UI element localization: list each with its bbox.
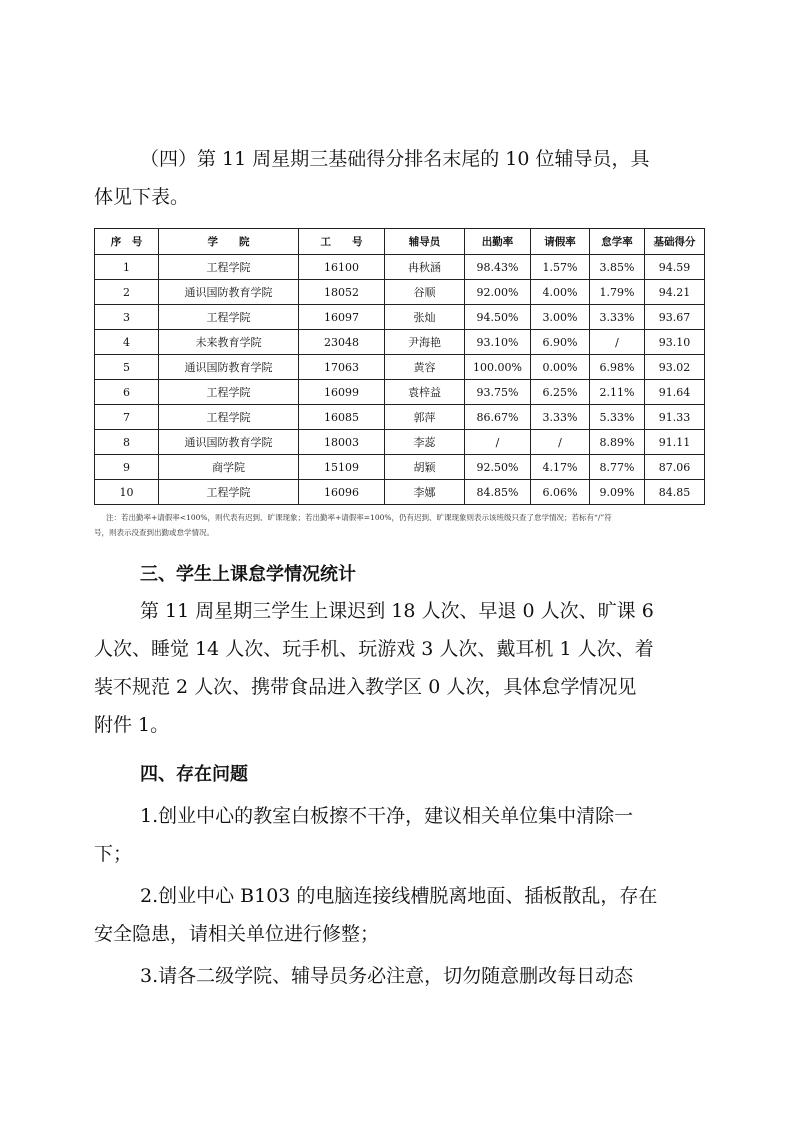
cell-counselor: 张灿 bbox=[385, 305, 465, 330]
section3-paragraph bbox=[94, 592, 704, 744]
cell-base-score: 94.21 bbox=[645, 280, 705, 305]
cell-staff-id: 16099 bbox=[299, 380, 385, 405]
cell-counselor: 李娜 bbox=[385, 480, 465, 505]
table-row bbox=[95, 480, 705, 505]
cell-staff-id: 18052 bbox=[299, 280, 385, 305]
cell-attendance-rate: / bbox=[465, 430, 531, 455]
issue-1-line-1: 1.创业中心的教室白板擦不干净，建议相关单位集中清除一 bbox=[140, 805, 634, 827]
section3-line-4: 附件 1。 bbox=[94, 714, 170, 736]
cell-staff-id: 18003 bbox=[299, 430, 385, 455]
table-row bbox=[95, 355, 705, 380]
cell-college: 工程学院 bbox=[159, 255, 299, 280]
cell-base-score: 84.85 bbox=[645, 480, 705, 505]
cell-college: 通识国防教育学院 bbox=[159, 355, 299, 380]
column-header-seq: 序 号 bbox=[95, 229, 159, 255]
section3-line-2: 人次、睡觉 14 人次、玩手机、玩游戏 3 人次、戴耳机 1 人次、着 bbox=[94, 638, 654, 660]
cell-idle-rate: 3.33% bbox=[590, 305, 645, 330]
cell-attendance-rate: 93.10% bbox=[465, 330, 531, 355]
cell-idle-rate: / bbox=[590, 330, 645, 355]
intro-paragraph bbox=[94, 140, 704, 216]
table-row bbox=[95, 430, 705, 455]
cell-college: 工程学院 bbox=[159, 305, 299, 330]
cell-leave-rate: 4.00% bbox=[531, 280, 590, 305]
column-header-base-score: 基础得分 bbox=[645, 229, 705, 255]
table-row bbox=[95, 405, 705, 430]
issue-3-line-1: 3.请各二级学院、辅导员务必注意，切勿随意删改每日动态 bbox=[140, 965, 634, 987]
cell-base-score: 91.33 bbox=[645, 405, 705, 430]
table-body bbox=[95, 255, 705, 505]
issue-1-line-2: 下； bbox=[94, 843, 133, 865]
cell-base-score: 91.64 bbox=[645, 380, 705, 405]
section4-title: 四、存在问题 bbox=[140, 764, 248, 785]
table-header-row bbox=[95, 229, 705, 255]
cell-college: 通识国防教育学院 bbox=[159, 430, 299, 455]
table-row bbox=[95, 380, 705, 405]
cell-idle-rate: 8.89% bbox=[590, 430, 645, 455]
cell-idle-rate: 3.85% bbox=[590, 255, 645, 280]
cell-staff-id: 16100 bbox=[299, 255, 385, 280]
cell-leave-rate: 6.90% bbox=[531, 330, 590, 355]
column-header-counselor: 辅导员 bbox=[385, 229, 465, 255]
cell-leave-rate: 6.06% bbox=[531, 480, 590, 505]
section3-line-3: 装不规范 2 人次、携带食品进入教学区 0 人次，具体怠学情况见 bbox=[94, 676, 637, 698]
cell-counselor: 李蕊 bbox=[385, 430, 465, 455]
cell-seq: 2 bbox=[95, 280, 159, 305]
section4-paragraph bbox=[94, 797, 704, 995]
cell-college: 工程学院 bbox=[159, 380, 299, 405]
table-note-line-2: 号，则表示没查到出勤或怠学情况。 bbox=[94, 528, 214, 537]
intro-line-2: 体见下表。 bbox=[94, 186, 190, 208]
cell-seq: 3 bbox=[95, 305, 159, 330]
cell-college: 商学院 bbox=[159, 455, 299, 480]
cell-idle-rate: 1.79% bbox=[590, 280, 645, 305]
column-header-idle-rate: 怠学率 bbox=[590, 229, 645, 255]
cell-college: 通识国防教育学院 bbox=[159, 280, 299, 305]
cell-base-score: 87.06 bbox=[645, 455, 705, 480]
cell-idle-rate: 6.98% bbox=[590, 355, 645, 380]
cell-counselor: 袁梓益 bbox=[385, 380, 465, 405]
cell-leave-rate: 0.00% bbox=[531, 355, 590, 380]
cell-leave-rate: / bbox=[531, 430, 590, 455]
cell-staff-id: 16096 bbox=[299, 480, 385, 505]
cell-idle-rate: 9.09% bbox=[590, 480, 645, 505]
cell-staff-id: 17063 bbox=[299, 355, 385, 380]
cell-staff-id: 23048 bbox=[299, 330, 385, 355]
cell-attendance-rate: 92.00% bbox=[465, 280, 531, 305]
cell-staff-id: 16085 bbox=[299, 405, 385, 430]
cell-seq: 6 bbox=[95, 380, 159, 405]
cell-attendance-rate: 86.67% bbox=[465, 405, 531, 430]
cell-seq: 7 bbox=[95, 405, 159, 430]
cell-idle-rate: 5.33% bbox=[590, 405, 645, 430]
column-header-attendance-rate: 出勤率 bbox=[465, 229, 531, 255]
cell-counselor: 黄容 bbox=[385, 355, 465, 380]
cell-seq: 9 bbox=[95, 455, 159, 480]
cell-seq: 1 bbox=[95, 255, 159, 280]
column-header-leave-rate: 请假率 bbox=[531, 229, 590, 255]
table-row bbox=[95, 280, 705, 305]
cell-idle-rate: 8.77% bbox=[590, 455, 645, 480]
cell-idle-rate: 2.11% bbox=[590, 380, 645, 405]
cell-seq: 5 bbox=[95, 355, 159, 380]
cell-seq: 4 bbox=[95, 330, 159, 355]
cell-base-score: 93.67 bbox=[645, 305, 705, 330]
cell-leave-rate: 3.33% bbox=[531, 405, 590, 430]
cell-counselor: 胡颖 bbox=[385, 455, 465, 480]
cell-leave-rate: 6.25% bbox=[531, 380, 590, 405]
cell-college: 工程学院 bbox=[159, 480, 299, 505]
cell-base-score: 93.10 bbox=[645, 330, 705, 355]
cell-attendance-rate: 93.75% bbox=[465, 380, 531, 405]
cell-college: 工程学院 bbox=[159, 405, 299, 430]
cell-seq: 8 bbox=[95, 430, 159, 455]
cell-base-score: 94.59 bbox=[645, 255, 705, 280]
column-header-college: 学 院 bbox=[159, 229, 299, 255]
cell-attendance-rate: 98.43% bbox=[465, 255, 531, 280]
cell-leave-rate: 4.17% bbox=[531, 455, 590, 480]
cell-attendance-rate: 94.50% bbox=[465, 305, 531, 330]
cell-counselor: 尹海艳 bbox=[385, 330, 465, 355]
table-note bbox=[94, 510, 704, 540]
counselor-ranking-table bbox=[94, 228, 705, 505]
cell-seq: 10 bbox=[95, 480, 159, 505]
column-header-staff-id: 工 号 bbox=[299, 229, 385, 255]
table-row bbox=[95, 305, 705, 330]
intro-line-1: （四）第 11 周星期三基础得分排名末尾的 10 位辅导员，具 bbox=[140, 148, 650, 170]
cell-base-score: 91.11 bbox=[645, 430, 705, 455]
section3-title: 三、学生上课怠学情况统计 bbox=[140, 564, 356, 585]
cell-base-score: 93.02 bbox=[645, 355, 705, 380]
cell-leave-rate: 1.57% bbox=[531, 255, 590, 280]
issue-2-line-1: 2.创业中心 B103 的电脑连接线槽脱离地面、插板散乱，存在 bbox=[140, 885, 658, 907]
cell-attendance-rate: 84.85% bbox=[465, 480, 531, 505]
cell-counselor: 冉秋涵 bbox=[385, 255, 465, 280]
cell-leave-rate: 3.00% bbox=[531, 305, 590, 330]
cell-attendance-rate: 100.00% bbox=[465, 355, 531, 380]
cell-college: 未来教育学院 bbox=[159, 330, 299, 355]
cell-staff-id: 16097 bbox=[299, 305, 385, 330]
section3-line-1: 第 11 周星期三学生上课迟到 18 人次、早退 0 人次、旷课 6 bbox=[140, 600, 654, 622]
table-row bbox=[95, 330, 705, 355]
issue-2-line-2: 安全隐患，请相关单位进行修整； bbox=[94, 923, 380, 945]
table-row bbox=[95, 455, 705, 480]
table-note-line-1: 注：若出勤率+请假率<100%，则代表有迟到、旷课现象；若出勤率+请假率=100%，仍有迟到、旷课现象则表示该班级只查了怠学情况；若标有“/”符 bbox=[106, 513, 612, 522]
cell-counselor: 谷顺 bbox=[385, 280, 465, 305]
cell-attendance-rate: 92.50% bbox=[465, 455, 531, 480]
table-row bbox=[95, 255, 705, 280]
cell-staff-id: 15109 bbox=[299, 455, 385, 480]
cell-counselor: 郭萍 bbox=[385, 405, 465, 430]
